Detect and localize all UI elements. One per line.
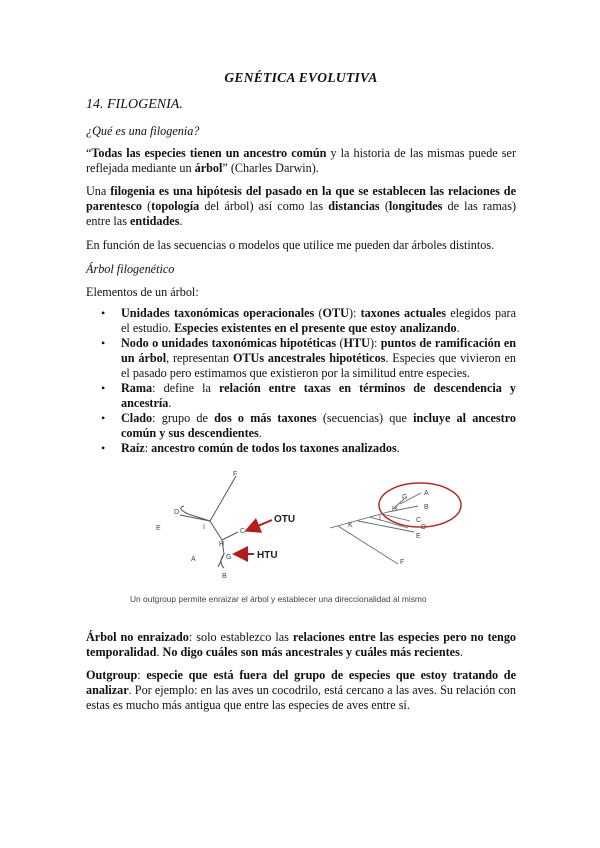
- tree-subheading: Árbol filogenético: [86, 262, 175, 276]
- section-heading: 14. FILOGENIA.: [86, 97, 183, 112]
- document-title: GENÉTICA EVOLUTIVA: [224, 70, 378, 85]
- quote-text-1: y la historia de las mismas puede ser reflejada mediante un: [86, 146, 516, 175]
- htu-abbrev: HTU: [343, 336, 370, 350]
- clado-term: Clado: [121, 411, 153, 425]
- label-g-right: G: [402, 494, 408, 501]
- otu-text-1: (: [314, 306, 323, 320]
- quote-text-2: ” (Charles Darwin).: [222, 161, 319, 175]
- otu-text-3: elegidos para el estudio.: [121, 306, 516, 335]
- label-b-left: B: [222, 573, 227, 580]
- label-d-left: D: [174, 509, 180, 516]
- def-text-0: Una: [86, 184, 111, 198]
- htu-text-4: . Especies que vivieron en el pasado pero estimamos que existieron por la similitud entre especies.: [121, 351, 517, 380]
- unrooted-text-2: .: [156, 645, 163, 659]
- question-heading: ¿Qué es una filogenia?: [86, 124, 200, 138]
- quote-mark: “: [86, 146, 92, 160]
- clado-bold-3: incluye al ancestro común y sus descendientes: [121, 411, 517, 440]
- elements-list: [86, 306, 516, 456]
- def-text-4: de las ramas) entre las: [86, 199, 517, 228]
- otu-abbrev: OTU: [322, 306, 349, 320]
- raiz-text-2: .: [396, 441, 400, 455]
- outgroup-bold-2: especie que está fuera del grupo de especies que estoy tratando de analizar: [86, 668, 516, 697]
- unrooted-bold-2: relaciones entre las especies pero no tengo temporalidad: [86, 630, 517, 659]
- otu-figure-label: OTU: [274, 514, 296, 525]
- outgroup-text-2: . Por ejemplo: en las aves un cocodrilo, está cercano a las aves. Su relación con estas es mucho más antigua que entre las especies de aves entre sí.: [86, 683, 516, 712]
- def-text-5: .: [179, 214, 183, 228]
- list-item-raiz: [86, 441, 516, 456]
- unrooted-bold-3: No digo cuáles son más ancestrales y cuáles más recientes: [162, 645, 460, 659]
- def-bold-4: longitudes: [388, 199, 443, 213]
- unrooted-term: Árbol no enraizado: [86, 630, 189, 644]
- htu-text-2: ):: [369, 336, 381, 350]
- htu-text-1: (: [336, 336, 344, 350]
- htu-text-3: , representan: [166, 351, 233, 365]
- unrooted-paragraph: [86, 630, 516, 660]
- def-text-1: (: [141, 199, 152, 213]
- otu-text-4: .: [456, 321, 460, 335]
- def-bold-5: entidades: [130, 214, 180, 228]
- list-item-rama: [86, 381, 516, 411]
- list-item-otu: [86, 306, 516, 336]
- right-branch-to-e: [358, 521, 414, 532]
- label-b-right: B: [424, 504, 429, 511]
- otu-bold-4: Especies existentes en el presente que estoy analizando: [174, 321, 457, 335]
- label-a-right: A: [424, 490, 429, 497]
- list-item-clado: [86, 411, 516, 441]
- rooted-tree-right: [330, 493, 421, 564]
- branch-to-d: [181, 506, 188, 514]
- raiz-bold-2: ancestro común de todos los taxones analizados: [151, 441, 397, 455]
- clado-text-2: (secuencias) que: [316, 411, 414, 425]
- quote-bold-1: Todas las especies tienen un ancestro común: [91, 146, 327, 160]
- def-text-3: (: [379, 199, 389, 213]
- outgroup-text-1: :: [137, 668, 147, 682]
- def-text-2: del árbol) así como las: [199, 199, 329, 213]
- label-h-left: H: [219, 541, 225, 548]
- label-a-left: A: [191, 556, 196, 563]
- branch-i-to-h: [210, 521, 222, 540]
- htu-bold-3: puntos de ramificación en un árbol: [121, 336, 517, 365]
- label-h-right: H: [392, 506, 398, 513]
- figure-caption: Un outgroup permite enraizar el árbol y establecer una direccionalidad al mismo: [130, 594, 427, 604]
- clado-text-1: : grupo de: [152, 411, 215, 425]
- phylogeny-definition: [86, 184, 516, 229]
- label-g-left: G: [226, 554, 232, 561]
- unrooted-text-1: : solo establezco las: [188, 630, 293, 644]
- label-k-right: K: [348, 522, 353, 529]
- rama-text-2: .: [168, 396, 172, 410]
- htu-bold-4: OTUs ancestrales hipotéticos: [232, 351, 386, 365]
- label-c-left: C: [240, 528, 246, 535]
- darwin-quote: [86, 146, 516, 176]
- rama-text-1: : define la: [152, 381, 219, 395]
- branch-to-f: [210, 476, 236, 521]
- otu-bold-3: taxones actuales: [360, 306, 447, 320]
- phylogenetic-tree-figure: [126, 466, 486, 606]
- clado-text-3: .: [258, 426, 262, 440]
- htu-figure-label: HTU: [257, 550, 278, 561]
- elements-intro: Elementos de un árbol:: [86, 285, 199, 299]
- outgroup-term: Outgroup: [86, 668, 138, 682]
- right-branch-to-f: [338, 526, 398, 564]
- rama-bold-2: relación entre taxas en términos de descendencia y ancestría: [121, 381, 516, 410]
- note-paragraph: En función de las secuencias o modelos que utilice me pueden dar árboles distintos.: [86, 238, 495, 252]
- raiz-term: Raíz: [121, 441, 145, 455]
- raiz-text-1: :: [144, 441, 152, 455]
- label-i-right: I: [379, 515, 381, 522]
- otu-text-2: ):: [348, 306, 361, 320]
- label-f-left: F: [233, 471, 238, 478]
- list-item-htu: [86, 336, 516, 381]
- label-e-left: E: [156, 525, 161, 532]
- clado-bold-2: dos o más taxones: [214, 411, 317, 425]
- label-f-right: F: [400, 559, 405, 566]
- otu-term: Unidades taxonómicas operacionales: [121, 306, 315, 320]
- label-i-left: I: [203, 524, 205, 531]
- label-c-right: C: [416, 517, 422, 524]
- otu-arrow: [248, 520, 272, 530]
- unrooted-text-3: .: [459, 645, 463, 659]
- label-e-right: E: [416, 533, 421, 540]
- def-bold-1: filogenia es una hipótesis del pasado en la que se establecen las relaciones de parentesco: [86, 184, 516, 213]
- rama-term: Rama: [121, 381, 153, 395]
- label-d-right: D: [421, 524, 427, 531]
- def-bold-2: topología: [151, 199, 200, 213]
- quote-bold-2: árbol: [194, 161, 223, 175]
- htu-term: Nodo o unidades taxonómicas hipotéticas: [121, 336, 337, 350]
- def-bold-3: distancias: [328, 199, 380, 213]
- branch-to-c: [222, 532, 238, 540]
- outgroup-paragraph: [86, 668, 516, 713]
